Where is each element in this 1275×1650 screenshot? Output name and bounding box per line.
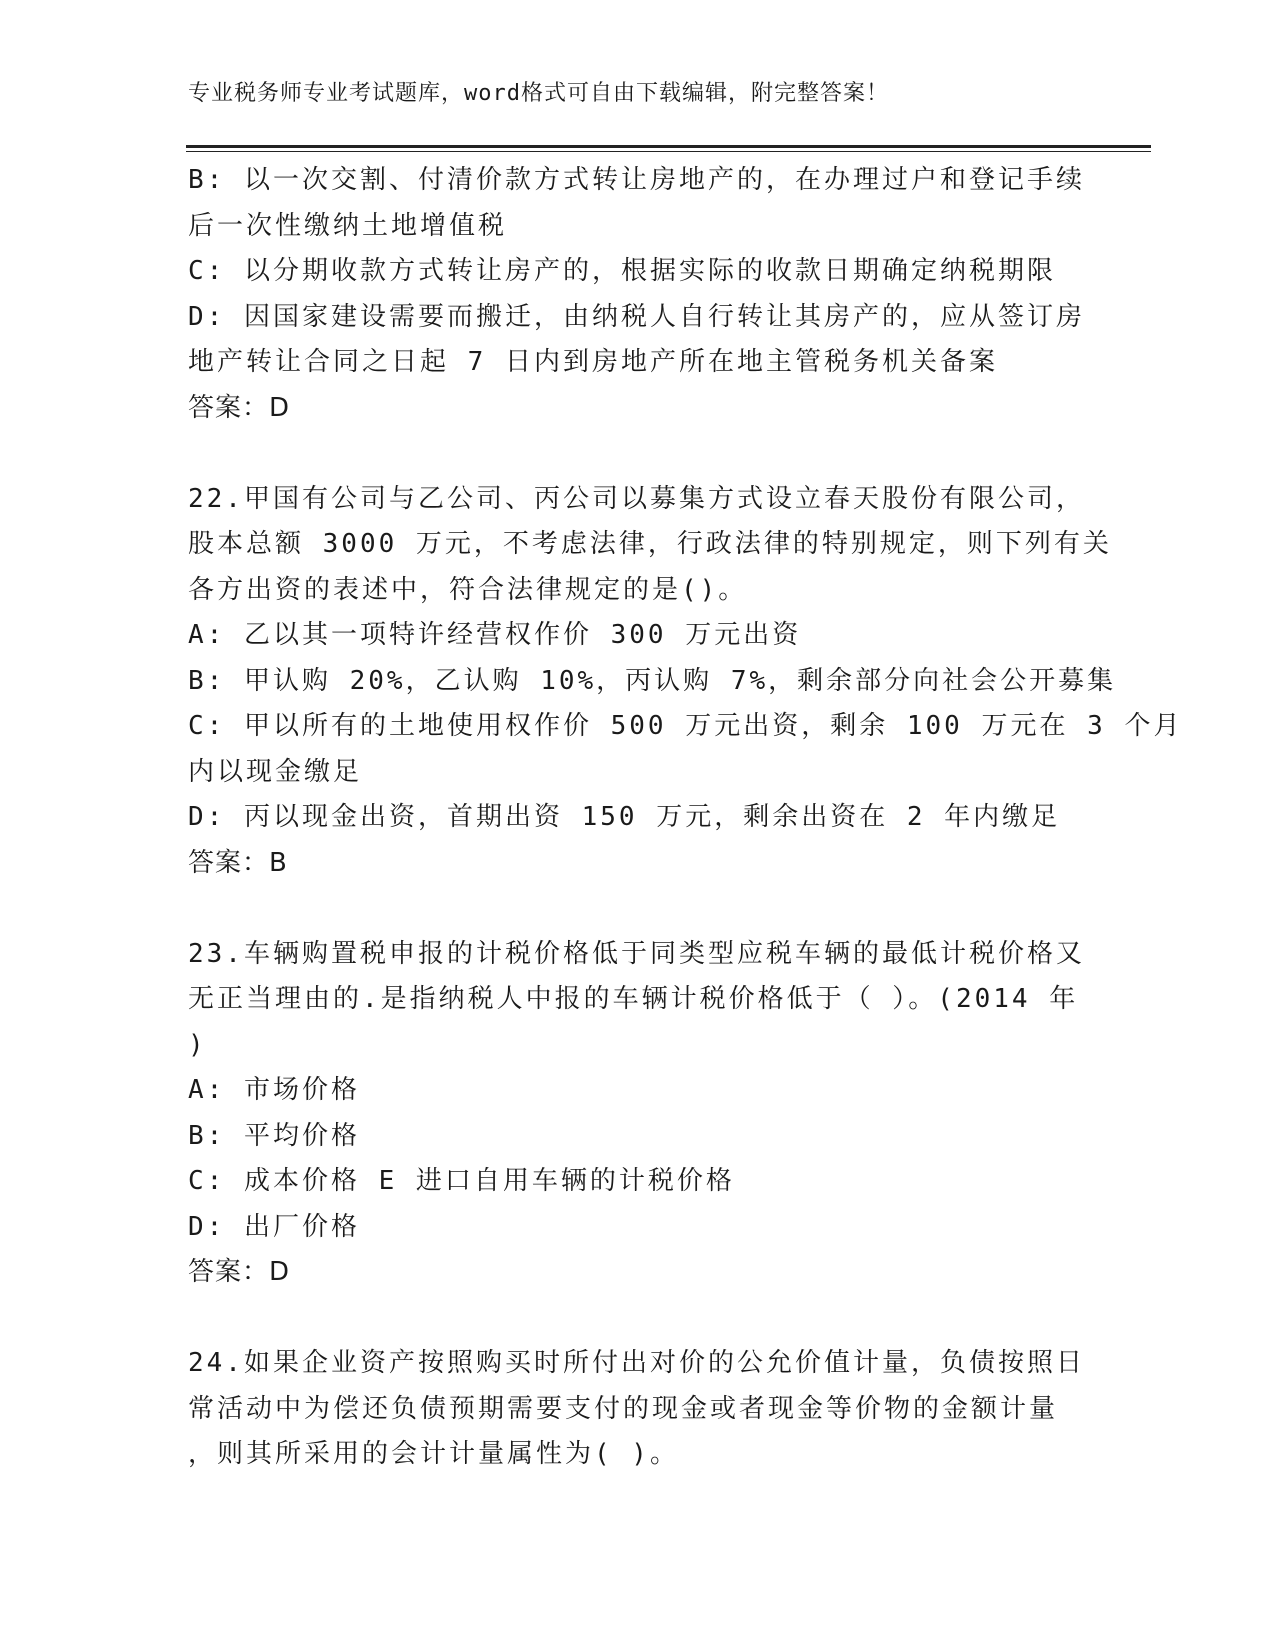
option-d: D: 出厂价格 xyxy=(188,1211,360,1242)
header-rule-thin xyxy=(186,151,1151,152)
spacer xyxy=(188,1296,1088,1342)
question-22 xyxy=(188,477,1183,887)
question-stem-line-3: ) xyxy=(188,1029,207,1060)
question-stem-line-1: 23.车辆购置税申报的计税价格低于同类型应税车辆的最低计税价格又 xyxy=(188,938,1085,969)
question-stem-line-3: ，则其所采用的会计计量属性为( )。 xyxy=(188,1439,679,1469)
question-stem-line-3: 各方出资的表述中，符合法律规定的是()。 xyxy=(188,574,748,605)
question-stem-line-1: 22.甲国有公司与乙公司、丙公司以募集方式设立春天股份有限公司， xyxy=(188,483,1085,514)
question-21 xyxy=(188,158,1088,431)
header-rule-thick xyxy=(186,145,1151,148)
document-body xyxy=(188,158,1183,1478)
answer: 答案：B xyxy=(188,847,288,878)
question-stem-line-2: 股本总额 3000 万元，不考虑法律，行政法律的特别规定，则下列有关 xyxy=(188,529,1112,559)
option-b: B: 平均价格 xyxy=(188,1120,360,1151)
option-b-line-1: B: 以一次交割、付清价款方式转让房地产的，在办理过户和登记手续 xyxy=(188,165,1085,195)
spacer xyxy=(188,431,1088,477)
option-c-line-2: 内以现金缴足 xyxy=(188,756,363,787)
answer: 答案：D xyxy=(188,1257,291,1287)
option-b-line-2: 后一次性缴纳土地增值税 xyxy=(188,210,508,241)
question-23 xyxy=(188,932,1088,1296)
question-24 xyxy=(188,1341,1088,1478)
question-stem-line-1: 24.如果企业资产按照购买时所付出对价的公允价值计量，负债按照日 xyxy=(188,1348,1085,1378)
option-c: C: 成本价格 E 进口自用车辆的计税价格 xyxy=(188,1166,735,1196)
spacer xyxy=(188,886,1088,932)
option-c-line-1: C: 甲以所有的土地使用权作价 500 万元出资，剩余 100 万元在 3 个月 xyxy=(188,711,1183,741)
option-a: A: 市场价格 xyxy=(188,1075,360,1105)
option-d: D: 丙以现金出资，首期出资 150 万元，剩余出资在 2 年内缴足 xyxy=(188,802,1061,832)
question-stem-line-2: 无正当理由的.是指纳税人中报的车辆计税价格低于（ ）。(2014 年 xyxy=(188,984,1079,1014)
option-a: A: 乙以其一项特许经营权作价 300 万元出资 xyxy=(188,620,802,650)
page-header: 专业税务师专业考试题库，word格式可自由下载编辑，附完整答案！ xyxy=(188,81,889,106)
option-b: B: 甲认购 20%，乙认购 10%，丙认购 7%，剩余部分向社会公开募集 xyxy=(188,665,1117,696)
option-d-line-2: 地产转让合同之日起 7 日内到房地产所在地主管税务机关备案 xyxy=(188,347,998,377)
answer: 答案：D xyxy=(188,392,291,423)
option-d-line-1: D: 因国家建设需要而搬迁，由纳税人自行转让其房产的，应从签订房 xyxy=(188,301,1085,332)
question-stem-line-2: 常活动中为偿还负债预期需要支付的现金或者现金等价物的金额计量 xyxy=(188,1393,1059,1424)
option-c: C: 以分期收款方式转让房产的，根据实际的收款日期确定纳税期限 xyxy=(188,256,1056,286)
